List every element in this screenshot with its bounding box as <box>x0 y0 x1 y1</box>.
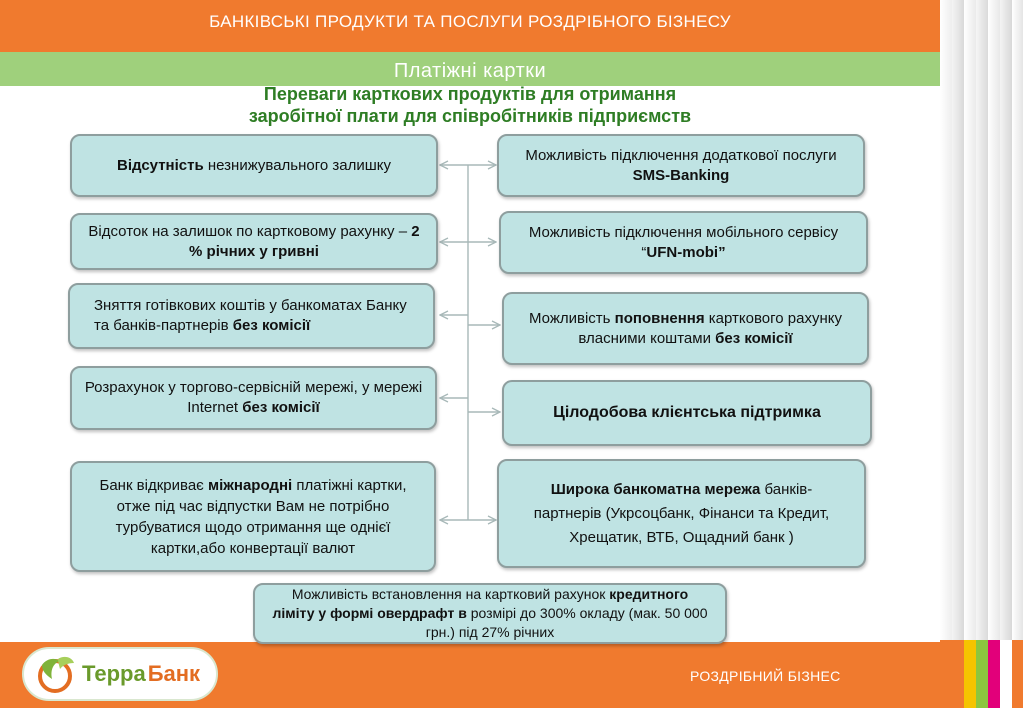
stripe-color-bottom <box>940 640 1023 708</box>
footer-text: РОЗДРІБНИЙ БІЗНЕС <box>690 668 841 684</box>
bottom-box-bold: кредитного ліміту у формі овердрафт в <box>272 586 689 621</box>
right-box-2-text: Можливість підключення мобільного сервісу “ <box>528 223 839 261</box>
left-box-4-text: Розрахунок у торгово-сервісній мережі, у мережі Internet <box>84 379 423 416</box>
left-box-1-bold: Відсутність <box>117 156 204 174</box>
bottom-box-overdraft <box>253 583 727 644</box>
right-box-atm-network <box>497 459 866 568</box>
left-box-5-bold: міжнародні <box>208 476 293 494</box>
side-stripes <box>940 0 1023 708</box>
stripe <box>1012 0 1023 708</box>
left-box-cash-withdrawal <box>68 283 435 349</box>
logo-word-terra: Терра <box>82 661 146 686</box>
left-box-2-text: Відсоток на залишок по картковому рахунку – <box>88 222 412 240</box>
right-box-4-bold: Цілодобова клієнтська підтримка <box>553 404 821 421</box>
left-box-5-text-a: Банк відкриває <box>99 476 208 494</box>
logo-word-bank: Банк <box>147 661 201 686</box>
left-box-interest-rate <box>70 213 438 270</box>
right-box-mobile-service <box>499 211 868 274</box>
right-box-3-text-b: карткового рахунку власними коштами <box>578 309 842 347</box>
right-box-5-bold: Широка банкоматна мережа <box>550 480 761 498</box>
right-box-3-text-a: Можливість <box>529 309 615 327</box>
stripe <box>988 0 1000 708</box>
left-box-3-text: Зняття готівкових коштів у банкоматах Банку та банків-партнерів <box>94 297 407 334</box>
main-title <box>120 83 820 127</box>
left-box-payments <box>70 366 437 430</box>
terra-bank-logo-icon <box>32 651 78 697</box>
right-box-support <box>502 380 872 446</box>
right-box-3-bold-a: поповнення <box>614 309 705 327</box>
main-title-line-1: Переваги карткових продуктів для отримання <box>263 84 677 104</box>
stripe <box>964 0 976 708</box>
main-title-line-2: заробітної плати для співробітників підприємств <box>248 106 692 126</box>
left-box-3-bold: без комісії <box>232 317 311 334</box>
terra-bank-logo <box>22 647 218 701</box>
right-box-1-bold: SMS-Banking <box>632 166 730 184</box>
right-box-top-up <box>502 292 869 365</box>
header-title: БАНКІВСЬКІ ПРОДУКТИ ТА ПОСЛУГИ РОЗДРІБНОГО БІЗНЕСУ <box>209 12 731 31</box>
subheader-title: Платіжні картки <box>393 60 547 82</box>
left-box-1-text: незнижувального залишку <box>203 156 391 174</box>
right-box-5-text: банків-партнерів (Укрсоцбанк, Фінанси та Кредит, Хрещатик, ВТБ, Ощадний банк ) <box>533 480 830 546</box>
right-box-3-bold-b: без комісії <box>715 329 793 347</box>
bottom-box-text-a: Можливість встановлення на картковий рахунок <box>291 586 610 602</box>
left-box-international-cards <box>70 461 436 572</box>
bottom-box-text-b: розмірі до 300% окладу (мак. 50 000 грн.) під 27% річних <box>425 605 708 640</box>
left-box-2-bold: 2 % річних у гривні <box>189 222 420 260</box>
right-box-1-text: Можливість підключення додаткової послуги <box>525 146 837 164</box>
left-box-5-text-b: платіжні картки, отже під час відпустки Вам не потрібно турбуватися щодо отримання ще однієї картки,або конвертації валют <box>115 476 407 557</box>
right-box-2-bold: UFN-mobi” <box>646 243 726 261</box>
stripe <box>952 0 964 708</box>
stripe <box>940 0 952 708</box>
left-box-4-bold: без комісії <box>242 399 320 416</box>
left-box-no-minimum-balance <box>70 134 438 197</box>
right-box-sms-banking <box>497 134 865 197</box>
stripe <box>1000 0 1012 708</box>
stripe <box>976 0 988 708</box>
